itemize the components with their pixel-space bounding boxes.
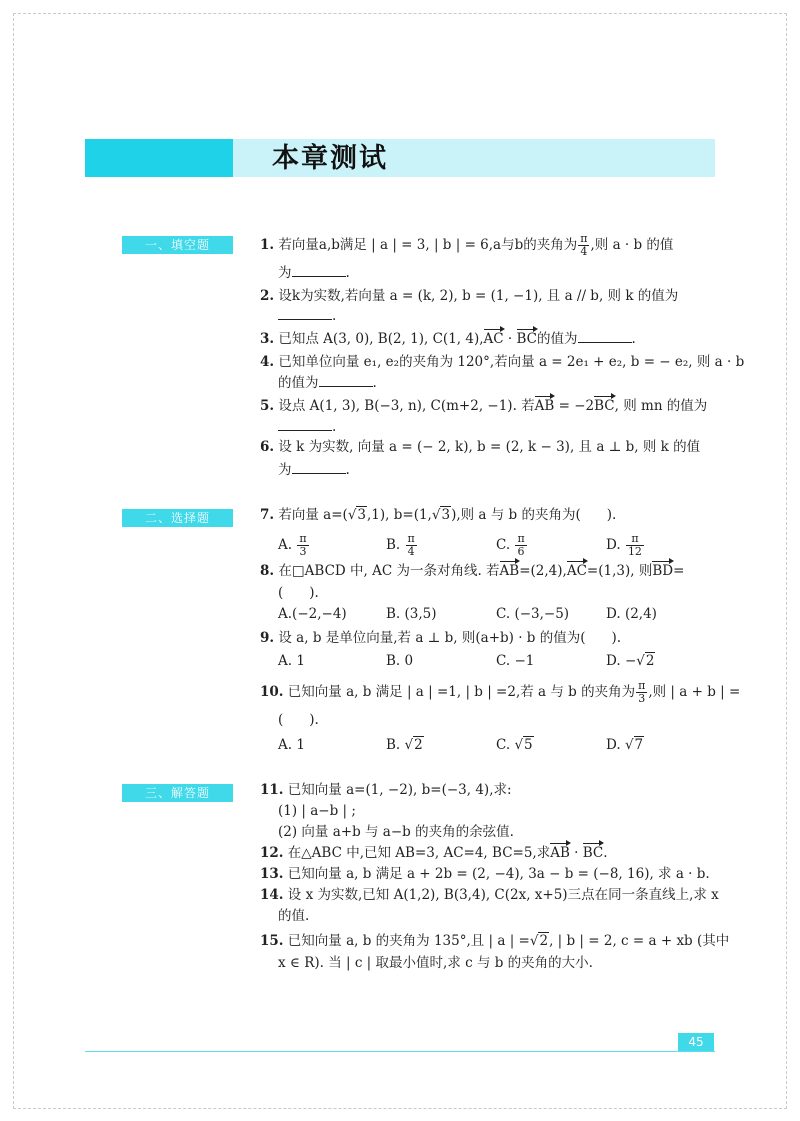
option-c[interactable]: C. −1: [496, 653, 535, 669]
answer-blank[interactable]: [578, 329, 632, 343]
option-a[interactable]: A. 1: [278, 737, 305, 753]
question-4-cont: 的值为 .: [278, 375, 377, 391]
question-8-options: [278, 604, 718, 624]
question-6: 6. 设 k 为实数, 向量 a = (− 2, k), b = (2, k − 3), 且 a ⊥ b, 则 k 的值: [260, 439, 701, 455]
question-10: 10. 已知向量 a, b 满足 | a | =1, | b | =2,若 a 与 b 的夹角为 $\frac{\pi}{3}$ ,则 | a + b | =: [260, 679, 741, 705]
question-5-cont: .: [278, 417, 738, 437]
vector-ab: AB: [550, 845, 570, 861]
question-11-part-1: (1) | a−b | ;: [278, 803, 356, 819]
footer-rule: [85, 1051, 715, 1052]
question-7-options: [278, 533, 718, 557]
sqrt-3: √3: [431, 507, 451, 523]
fraction-pi-3: $\frac{\pi}{3}$: [638, 679, 646, 705]
page-number: 45: [678, 1033, 714, 1051]
answer-blank[interactable]: [319, 373, 373, 387]
option-a[interactable]: A.(−2,−4): [278, 606, 347, 622]
question-15-cont: x ∈ R). 当 | c | 取最小值时,求 c 与 b 的夹角的大小.: [278, 955, 593, 971]
answer-blank[interactable]: [292, 263, 346, 277]
question-9: 9. 设 a, b 是单位向量,若 a ⊥ b, 则(a+b) · b 的值为( ).: [260, 630, 622, 646]
section-free-response: 三、解答题: [122, 784, 233, 802]
vector-bc: BC: [516, 331, 538, 347]
option-b[interactable]: B. (3,5): [386, 606, 437, 622]
chapter-test-title: 本章测试: [272, 143, 388, 174]
vector-bc: BC: [582, 845, 604, 861]
vector-ab: AB: [499, 563, 520, 579]
option-a[interactable]: A. 1: [278, 653, 305, 669]
sqrt-3: √3: [347, 507, 367, 523]
vector-bd: BD: [652, 563, 674, 579]
question-12: 12. 在△ABC 中,已知 AB=3, AC=4, BC=5,求AB · BC.: [260, 845, 608, 861]
sqrt-2: √2: [529, 933, 549, 949]
question-2-cont: .: [278, 306, 738, 326]
answer-blank[interactable]: [278, 306, 332, 320]
option-b[interactable]: B. $\frac{\pi}{4}$: [386, 532, 415, 558]
option-d[interactable]: D. √7: [606, 737, 644, 753]
question-1-cont: 为 .: [278, 265, 350, 281]
question-13: 13. 已知向量 a, b 满足 a + 2b = (2, −4), 3a − b = (−8, 16), 求 a · b.: [260, 866, 710, 882]
fraction-pi-4: $\frac{\pi}{4}$: [580, 232, 588, 258]
question-5: 5. 设点 A(1, 3), B(−3, n), C(m+2, −1). 若AB = −2BC, 则 mn 的值为: [260, 398, 708, 414]
question-7: 7. 若向量 a=(√3,1), b=(1,√3),则 a 与 b 的夹角为( ).: [260, 507, 617, 523]
question-4: 4. 已知单位向量 e₁, e₂的夹角为 120°,若向量 a = 2e₁ + e₂, b = − e₂, 则 a · b: [260, 354, 745, 370]
title-accent-block: [85, 139, 233, 177]
vector-ac: AC: [566, 563, 587, 579]
answer-blank[interactable]: [278, 417, 332, 431]
option-d[interactable]: D. (2,4): [606, 606, 657, 622]
question-14: 14. 设 x 为实数,已知 A(1,2), B(3,4), C(2x, x+5)三点在同一条直线上,求 x: [260, 887, 719, 903]
option-c[interactable]: C. (−3,−5): [496, 606, 570, 622]
question-8-cont: ( ).: [278, 585, 319, 601]
question-8: 8. 在□ABCD 中, AC 为一条对角线. 若AB=(2,4),AC=(1,3), 则BD=: [260, 563, 685, 579]
vector-bc: BC: [594, 398, 615, 414]
question-3: 3. 已知点 A(3, 0), B(2, 1), C(1, 4),AC · BC的值为 .: [260, 331, 636, 347]
question-14-cont: 的值.: [278, 908, 310, 924]
question-15: 15. 已知向量 a, b 的夹角为 135°,且 | a | =√2, | b | = 2, c = a + xb (其中: [260, 933, 730, 949]
vector-ac: AC: [483, 331, 504, 347]
section-multiple-choice: 二、选择题: [122, 509, 233, 527]
section-fill-in: 一、填空题: [122, 236, 233, 254]
option-d[interactable]: D. $\frac{\pi}{12}$: [606, 532, 642, 558]
question-11: 11. 已知向量 a=(1, −2), b=(−3, 4),求:: [260, 782, 512, 798]
question-11-part-2: (2) 向量 a+b 与 a−b 的夹角的余弦值.: [278, 824, 514, 840]
option-b[interactable]: B. 0: [386, 653, 414, 669]
option-d[interactable]: D. −√2: [606, 653, 655, 669]
option-b[interactable]: B. √2: [386, 737, 423, 753]
question-9-options: [278, 651, 718, 671]
answer-blank[interactable]: [292, 460, 346, 474]
question-10-cont: ( ).: [278, 712, 319, 728]
question-2: 2. 设k为实数,若向量 a = (k, 2), b = (1, −1), 且 a // b, 则 k 的值为: [260, 288, 679, 304]
option-a[interactable]: A. $\frac{\pi}{3}$: [278, 532, 307, 558]
option-c[interactable]: C. √5: [496, 737, 533, 753]
question-10-options: [278, 735, 718, 755]
vector-ab: AB: [534, 398, 555, 414]
option-c[interactable]: C. $\frac{\pi}{6}$: [496, 532, 525, 558]
question-6-cont: 为 .: [278, 462, 350, 478]
question-1: 1. 若向量a,b满足 | a | = 3, | b | = 6,a与b的夹角为 $\frac{\pi}{4}$ ,则 a · b 的值: [260, 232, 674, 258]
